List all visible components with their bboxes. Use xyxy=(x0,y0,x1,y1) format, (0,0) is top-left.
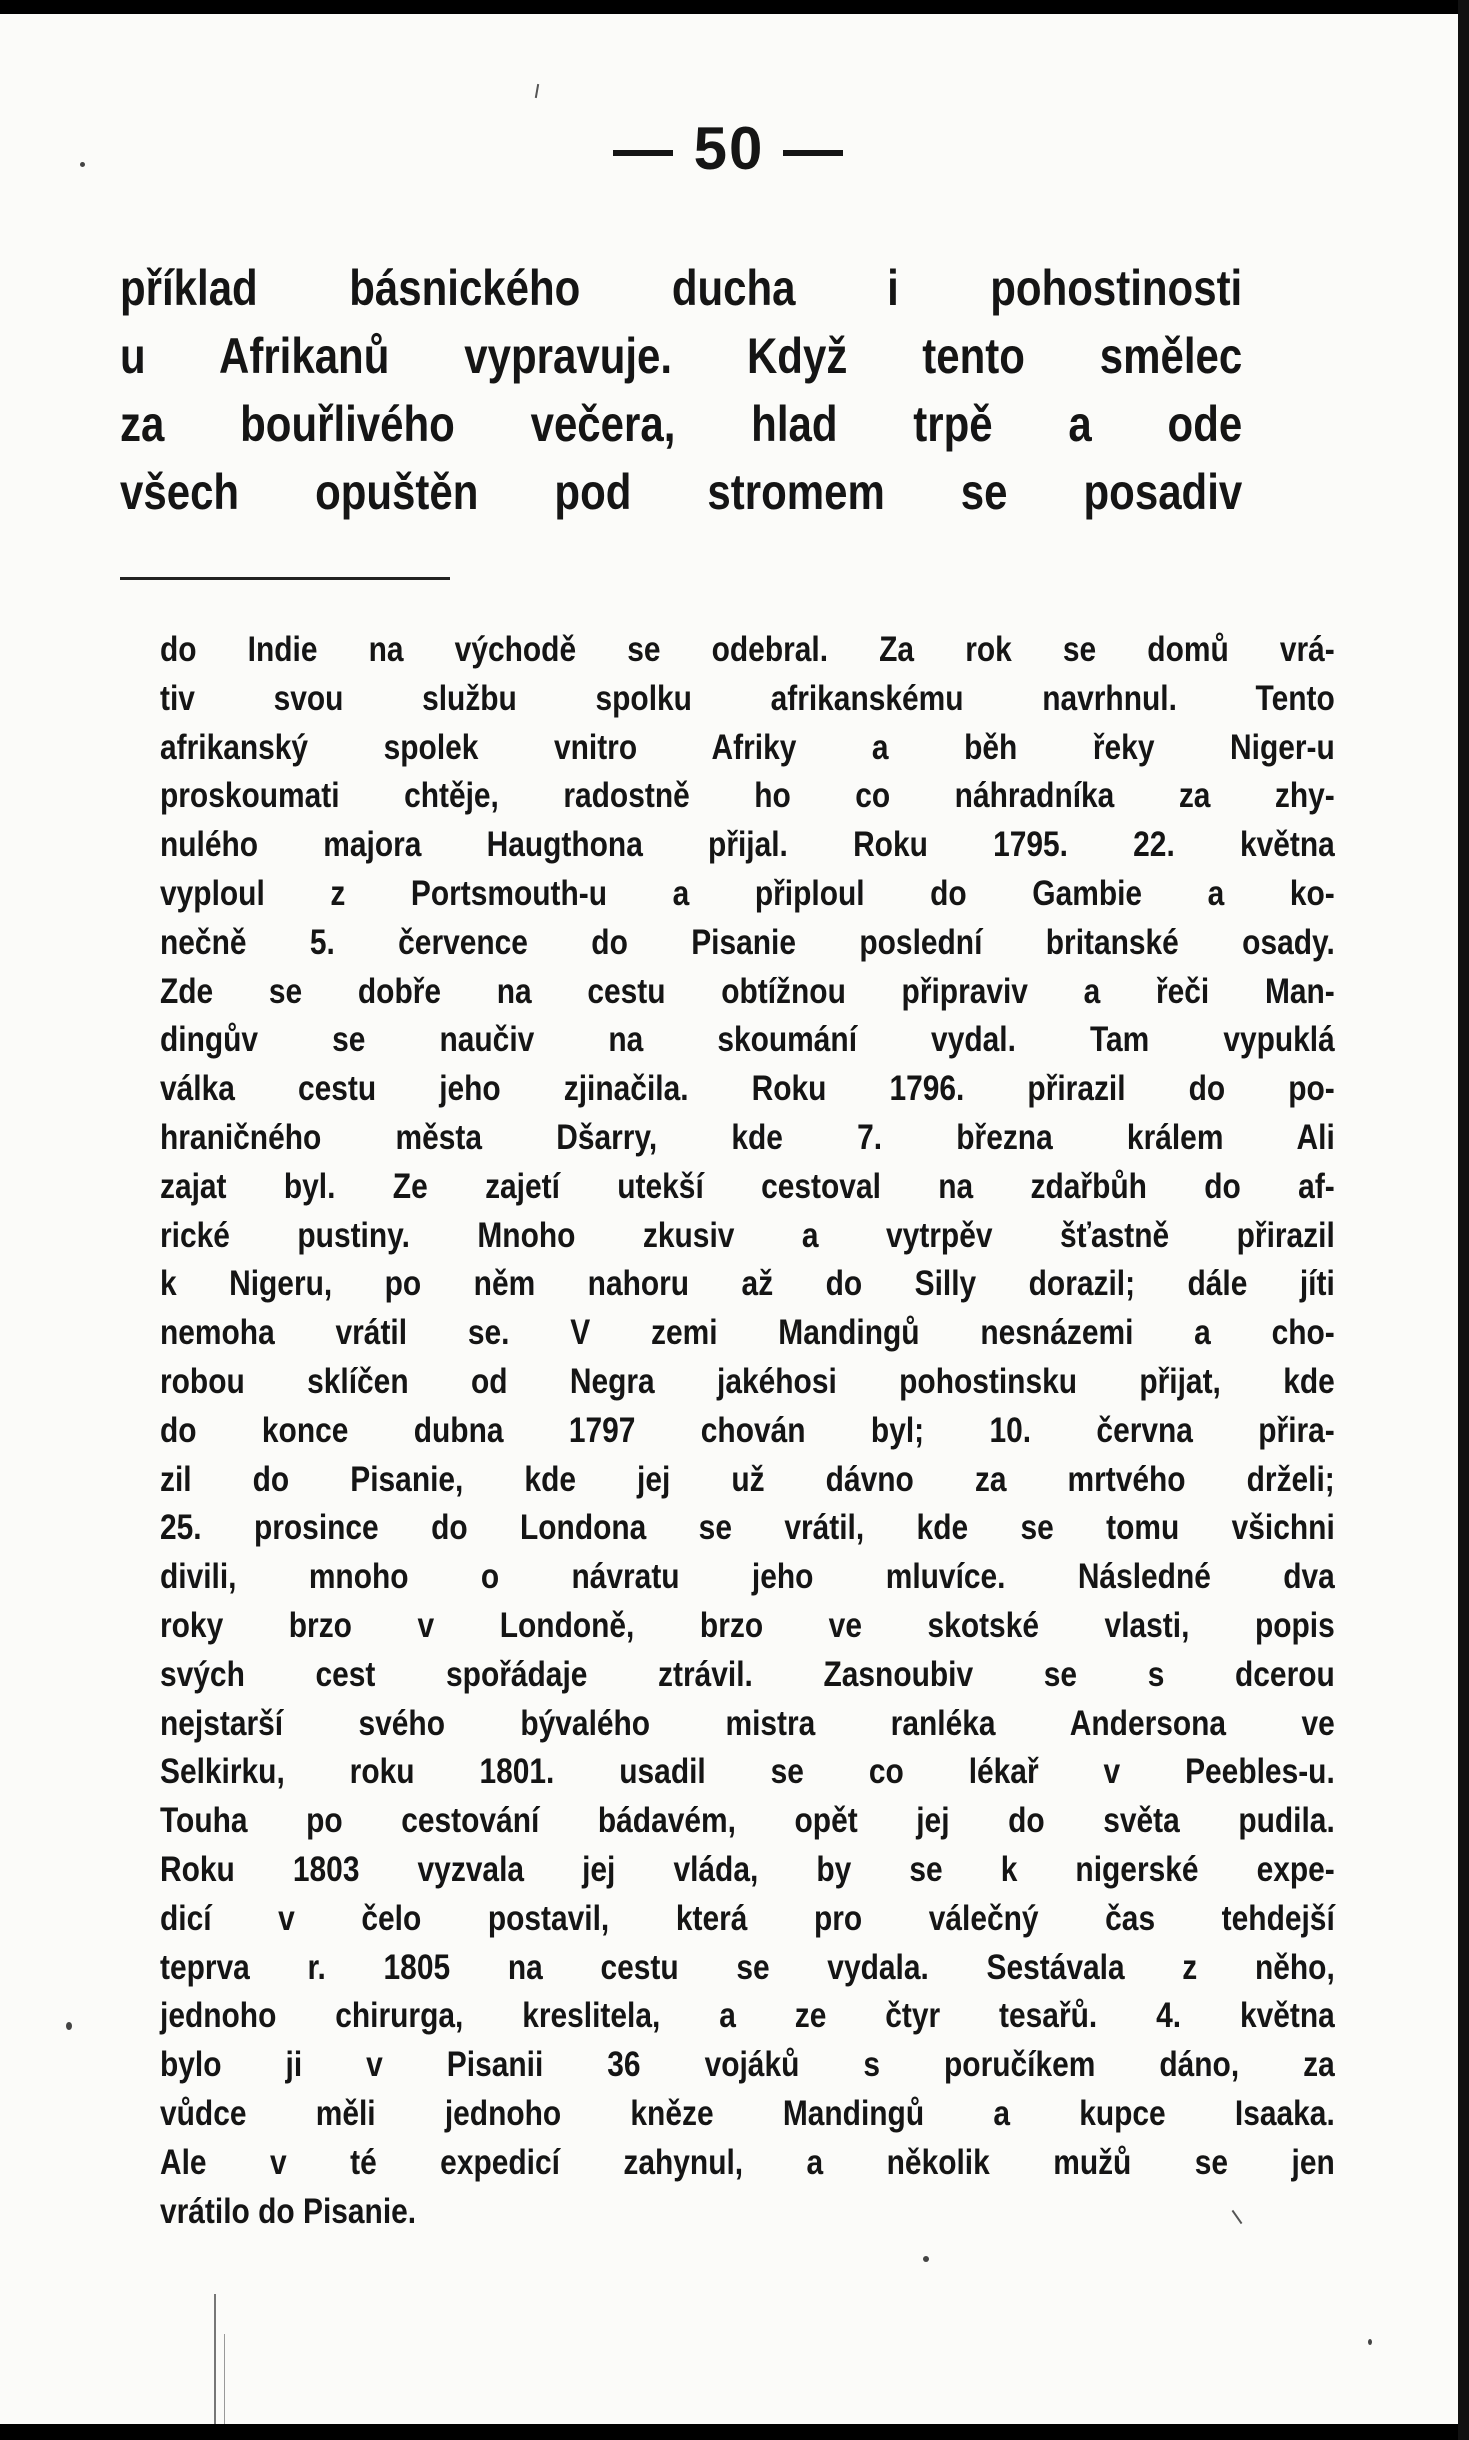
footnote-line: divili, mnoho o návratu jeho mluvíce. Následné dva xyxy=(160,1557,1335,1597)
footnote-line: do konce dubna 1797 chován byl; 10. června přira- xyxy=(160,1410,1335,1450)
main-text-line: za bouřlivého večera, hlad trpě a ode xyxy=(120,396,1243,452)
footnote-line: Ale v té expedicí zahynul, a několik mužů se jen xyxy=(160,2142,1335,2182)
footnote-line: zil do Pisanie, kde jej už dávno za mrtvého drželi; xyxy=(160,1459,1335,1499)
footnote-line: roky brzo v Londoně, brzo ve skotské vlasti, popis xyxy=(160,1605,1335,1645)
footnote-line: afrikanský spolek vnitro Afriky a běh řeky Niger-u xyxy=(160,727,1335,767)
footnote-line: robou sklíčen od Negra jakéhosi pohostinsku přijat, kde xyxy=(160,1361,1335,1401)
footnote-line: 25. prosince do Londona se vrátil, kde se tomu všichni xyxy=(160,1508,1335,1548)
footnote-line: Zde se dobře na cestu obtížnou připraviv a řeči Man- xyxy=(160,971,1335,1011)
footnote-line: nečně 5. července do Pisanie poslední britanské osady. xyxy=(160,922,1335,962)
footnote-line: vyploul z Portsmouth-u a připloul do Gambie a ko- xyxy=(160,873,1335,913)
scan-speck xyxy=(923,2256,929,2262)
scan-speck xyxy=(66,2022,72,2030)
scan-scratch xyxy=(535,84,539,98)
main-text-line: všech opuštěn pod stromem se posadiv xyxy=(120,464,1243,520)
footnote-line: válka cestu jeho zjinačila. Roku 1796. přirazil do po- xyxy=(160,1069,1335,1109)
scan-scratch xyxy=(214,2294,216,2424)
footnote-line: hraničného města Dšarry, kde 7. března králem Ali xyxy=(160,1117,1335,1157)
main-text xyxy=(120,254,1242,526)
scan-speck xyxy=(80,162,85,167)
scan-scratch xyxy=(224,2334,225,2424)
footnote-line: bylo ji v Pisanii 36 vojáků s poručíkem dáno, za xyxy=(160,2045,1335,2085)
footnote-separator-rule xyxy=(120,577,450,580)
footnote-text xyxy=(160,626,1335,2236)
footnote-line: Roku 1803 vyzvala jej vláda, by se k nigerské expe- xyxy=(160,1849,1335,1889)
footnote-line: proskoumati chtěje, radostně ho co náhradníka za zhy- xyxy=(160,776,1335,816)
footnote-line: tiv svou službu spolku afrikanskému navrhnul. Tento xyxy=(160,678,1335,718)
footnote-line: vůdce měli jednoho kněze Mandingů a kupce Isaaka. xyxy=(160,2093,1335,2133)
footnote-line: teprva r. 1805 na cestu se vydala. Sestávala z něho, xyxy=(160,1947,1335,1987)
scan-speck xyxy=(1368,2339,1372,2345)
footnote-line: nulého majora Haugthona přijal. Roku 1795. 22. května xyxy=(160,825,1335,865)
footnote-line: do Indie na východě se odebral. Za rok se domů vrá- xyxy=(160,630,1335,669)
footnote-line: vrátilo do Pisanie. xyxy=(160,2191,417,2231)
footnote-line: rické pustiny. Mnoho zkusiv a vytrpěv šťastně přirazil xyxy=(160,1215,1335,1255)
footnote-line: svých cest spořádaje ztrávil. Zasnoubiv se s dcerou xyxy=(160,1654,1335,1694)
footnote-line: nejstarší svého bývalého mistra ranléka Andersona ve xyxy=(160,1703,1335,1743)
scan-right-border xyxy=(1458,0,1469,2440)
main-text-line: příklad básnického ducha i pohostinosti xyxy=(120,260,1243,316)
footnote-line: dicí v čelo postavil, která pro válečný čas tehdejší xyxy=(160,1898,1335,1938)
footnote-line: zajat byl. Ze zajetí utekší cestoval na zdařbůh do af- xyxy=(160,1166,1335,1206)
footnote-line: dingův se naučiv na skoumání vydal. Tam vypuklá xyxy=(160,1020,1335,1060)
footnote-line: nemoha vrátil se. V zemi Mandingů nesnázemi a cho- xyxy=(160,1313,1335,1353)
footnote-line: Selkirku, roku 1801. usadil se co lékař v Peebles-u. xyxy=(160,1752,1335,1792)
footnote-line: jednoho chirurga, kreslitela, a ze čtyr tesařů. 4. května xyxy=(160,1996,1335,2036)
main-text-line: u Afrikanů vypravuje. Když tento smělec xyxy=(120,328,1243,384)
page-number: — 50 — xyxy=(612,115,846,182)
footnote-line: Touha po cestování bádavém, opět jej do světa pudila. xyxy=(160,1801,1335,1841)
footnote-line: k Nigeru, po něm nahoru až do Silly dorazil; dále jíti xyxy=(160,1264,1335,1304)
